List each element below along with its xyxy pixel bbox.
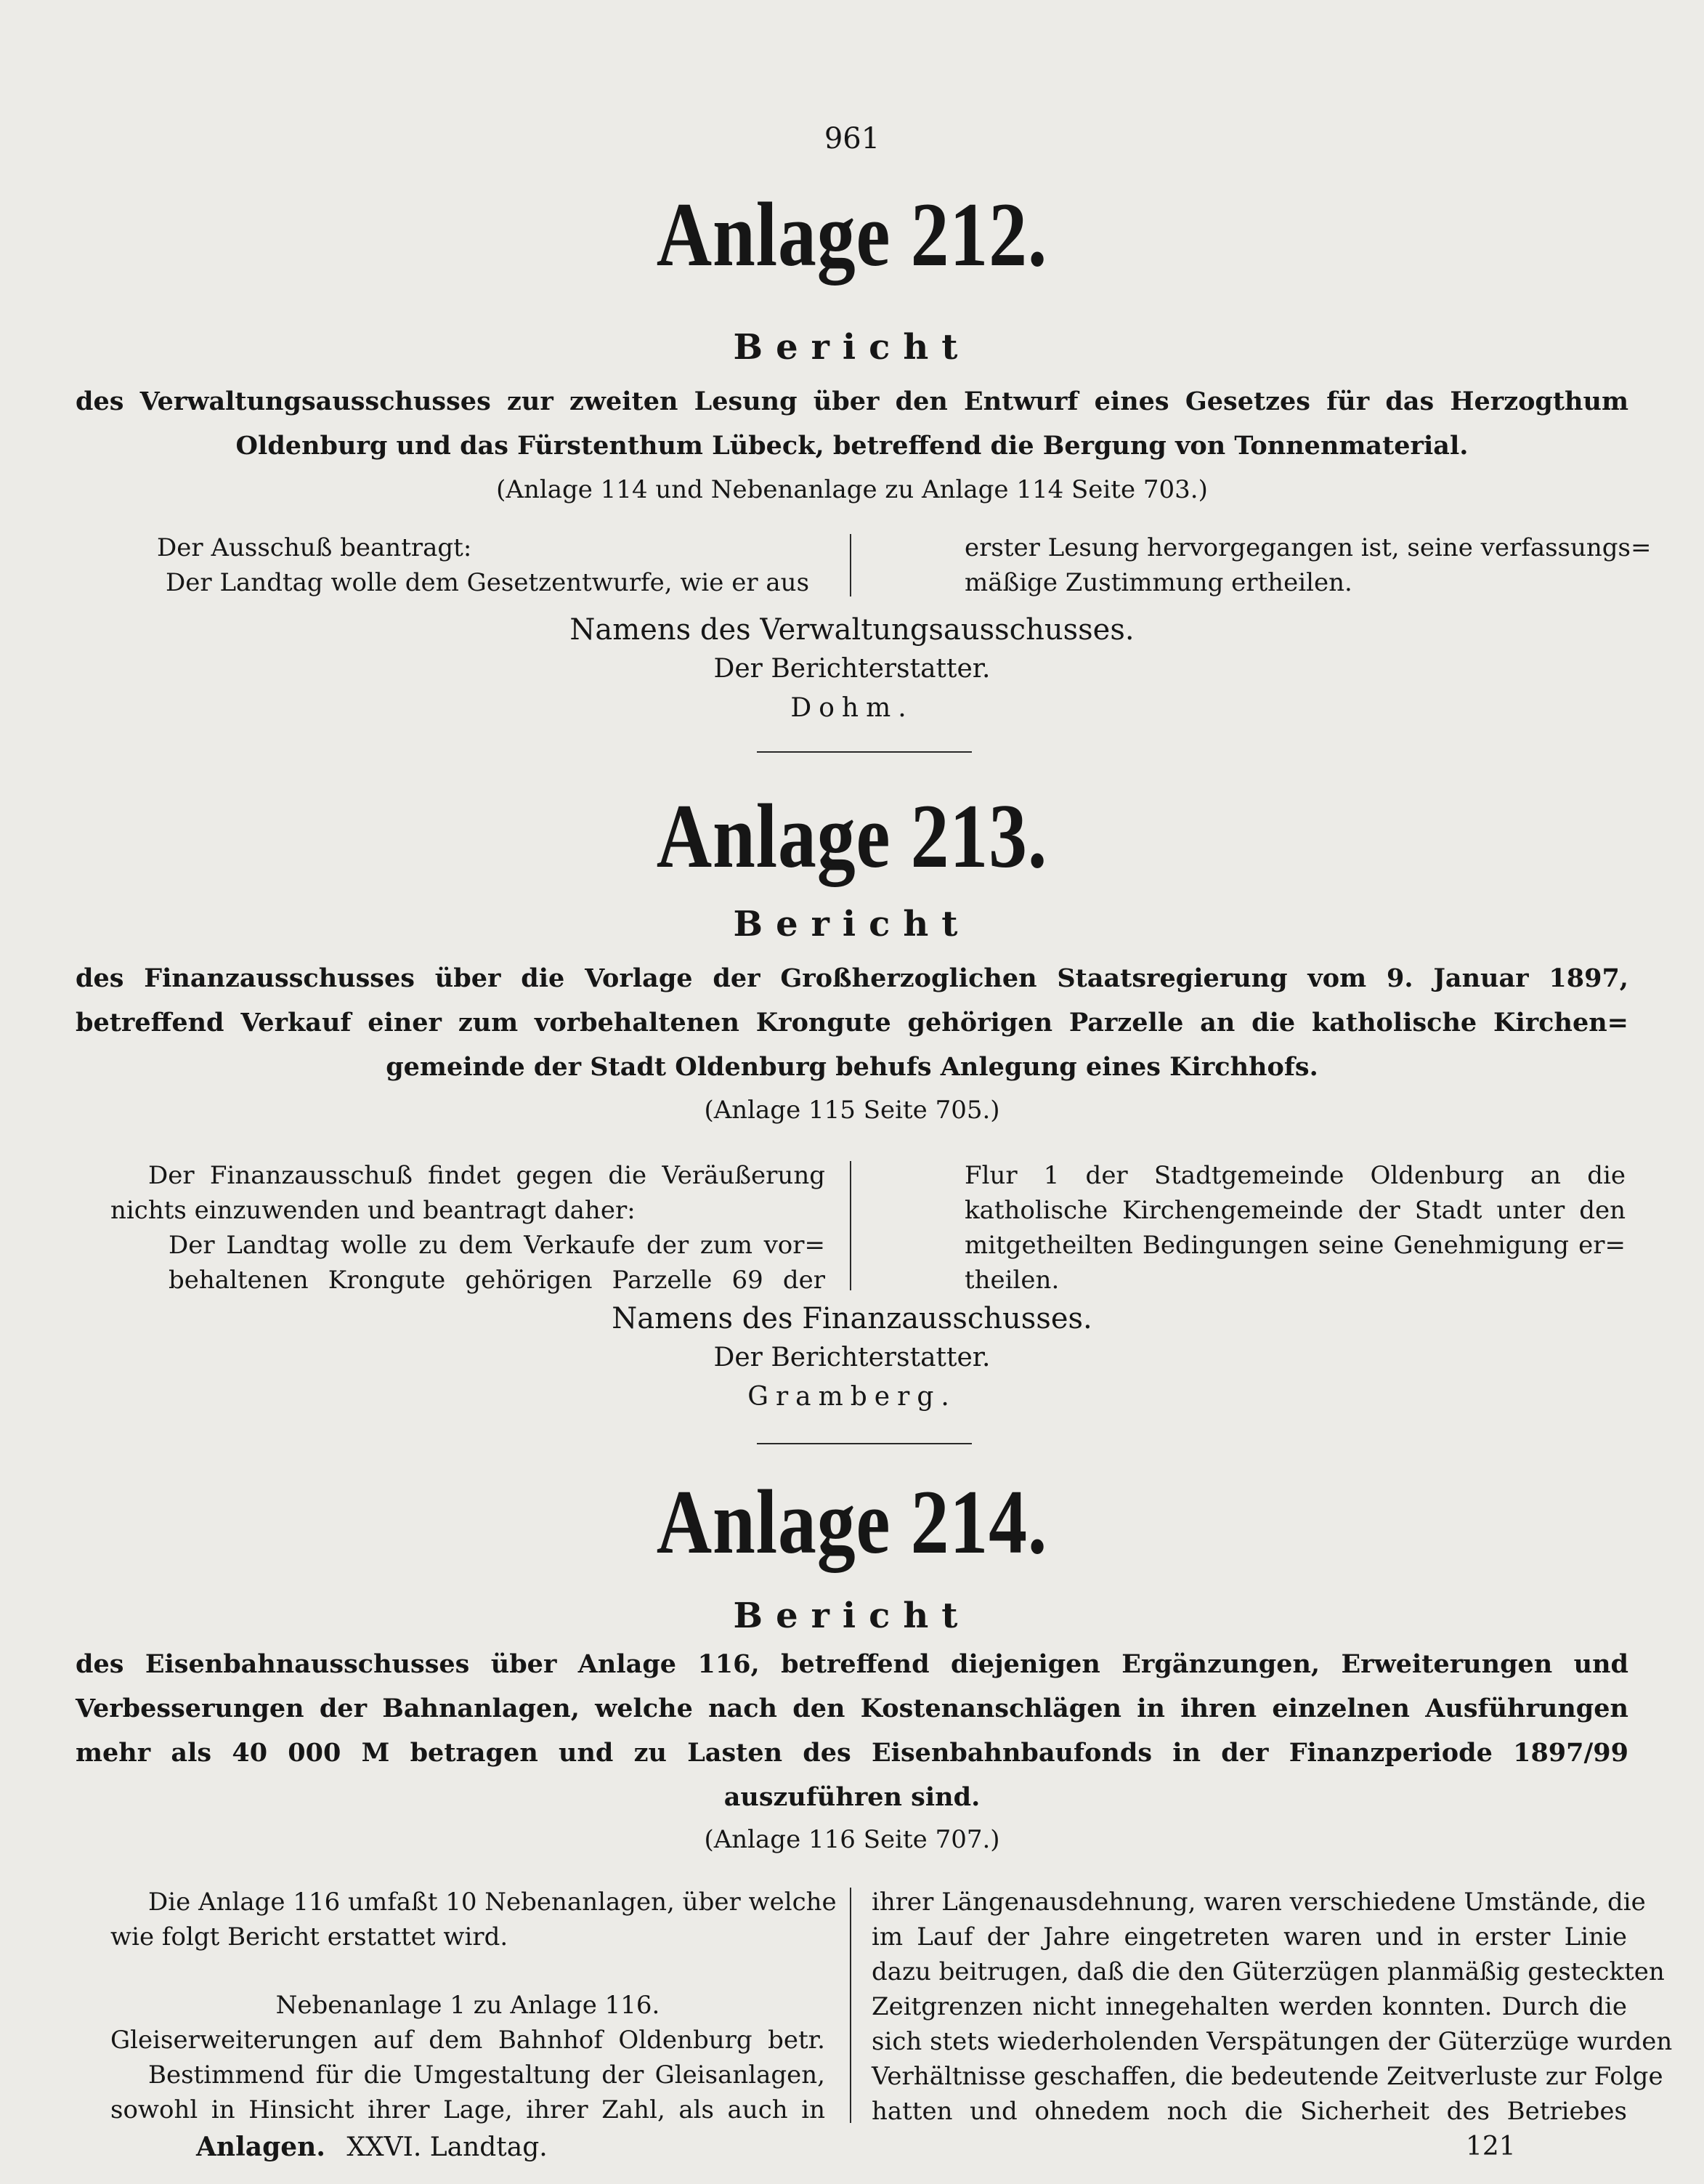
paragraph-line: im Lauf der Jahre eingetreten waren und in erster Linie — [872, 1922, 1627, 1952]
paragraph-line: Der Ausschuß beantragt: — [157, 533, 472, 562]
bericht-label-213: Bericht — [733, 904, 971, 945]
right-column-212 — [965, 530, 1652, 600]
reference-213: (Anlage 115 Seite 705.) — [704, 1096, 1000, 1125]
column-divider — [850, 1888, 851, 2123]
committee-name: Namens des Verwaltungsausschusses. — [569, 613, 1135, 647]
footer-sheet-number: 121 — [1466, 2132, 1516, 2161]
paragraph-line: hatten und ohnedem noch die Sicherheit des Betriebes — [872, 2097, 1627, 2126]
paragraph-line: sich stets wiederholenden Verspätungen der Güterzüge wurden — [872, 2027, 1673, 2056]
heading-anlage-212: Anlage 212. — [656, 185, 1048, 286]
signature-block-213 — [0, 1299, 1704, 1417]
paragraph-line: erster Lesung hervorgegangen ist, seine verfassungs= — [965, 533, 1652, 562]
paragraph-line: wie folgt Bericht erstattet wird. — [110, 1922, 508, 1952]
paragraph-line: mäßige Zustimmung ertheilen. — [965, 568, 1352, 597]
paragraph-line: Der Finanzausschuß findet gegen die Veräußerung — [148, 1161, 825, 1190]
bericht-label-214: Bericht — [733, 1595, 971, 1636]
section-separator — [757, 1443, 972, 1444]
reporter-name: Gramberg. — [747, 1382, 957, 1412]
reporter-label: Der Berichterstatter. — [713, 654, 991, 684]
paragraph-line: Der Landtag wolle zu dem Verkaufe der zum vor= — [169, 1231, 825, 1260]
committee-name: Namens des Finanzausschusses. — [612, 1302, 1092, 1335]
paragraph-line: katholische Kirchengemeinde der Stadt unter den — [965, 1196, 1626, 1225]
title-line: betreffend Verkauf einer zum vorbehaltenen Krongute gehörigen Parzelle an die katholische Kirchen= — [76, 1008, 1628, 1038]
paragraph-line: behaltenen Krongute gehörigen Parzelle 69 der — [169, 1266, 825, 1295]
reporter-label: Der Berichterstatter. — [713, 1343, 991, 1372]
reporter-name: Dohm. — [790, 693, 914, 723]
title-line: des Eisenbahnausschusses über Anlage 116, betreffend diejenigen Ergänzungen, Erweiterungen und — [76, 1649, 1628, 1679]
left-column-212 — [157, 530, 824, 600]
paragraph-line: Zeitgrenzen nicht innegehalten werden konnten. Durch die — [872, 1992, 1627, 2021]
paragraph-line: dazu beitrugen, daß die den Güterzügen planmäßig gesteckten — [872, 1957, 1665, 1986]
column-divider — [850, 534, 851, 596]
title-line: des Verwaltungsausschusses zur zweiten Lesung über den Entwurf eines Gesetzes für das Herzogthum — [76, 387, 1628, 416]
paragraph-line: Flur 1 der Stadtgemeinde Oldenburg an die — [965, 1161, 1626, 1190]
paragraph-line: mitgetheilten Bedingungen seine Genehmigung er= — [965, 1231, 1626, 1260]
footer-landtag: XXVI. Landtag. — [346, 2132, 548, 2162]
paragraph-line: Die Anlage 116 umfaßt 10 Nebenanlagen, über welche — [148, 1888, 837, 1917]
heading-anlage-213: Anlage 213. — [656, 786, 1048, 887]
footer-anlagen: Anlagen. — [196, 2132, 325, 2162]
right-column-213 — [965, 1158, 1626, 1298]
paragraph-line: nichts einzuwenden und beantragt daher: — [110, 1196, 636, 1225]
left-column-213 — [110, 1158, 825, 1298]
paragraph-line: ihrer Längenausdehnung, waren verschiedene Umstände, die — [872, 1888, 1646, 1917]
title-line: Verbesserungen der Bahnanlagen, welche nach den Kostenanschlägen in ihren einzelnen Ausführungen — [76, 1694, 1628, 1723]
report-title-212 — [76, 379, 1628, 468]
paragraph-line: Der Landtag wolle dem Gesetzentwurfe, wie er aus — [166, 568, 810, 597]
report-title-214 — [76, 1642, 1628, 1819]
reference-214: (Anlage 116 Seite 707.) — [704, 1825, 1000, 1854]
paragraph-line: Verhältnisse geschaffen, die bedeutende Zeitverluste zur Folge — [872, 2062, 1663, 2091]
title-line: gemeinde der Stadt Oldenburg behufs Anlegung eines Kirchhofs. — [386, 1052, 1318, 1082]
footer-signature — [196, 2132, 548, 2162]
title-line: des Finanzausschusses über die Vorlage der Großherzoglichen Staatsregierung vom 9. Januar 1897, — [76, 963, 1628, 993]
heading-anlage-214: Anlage 214. — [656, 1472, 1048, 1573]
title-line: Oldenburg und das Fürstenthum Lübeck, betreffend die Bergung von Tonnenmaterial. — [235, 431, 1469, 461]
left-column-214 — [110, 1885, 837, 2127]
right-column-214 — [872, 1885, 1673, 2129]
column-divider — [850, 1161, 851, 1290]
title-line: mehr als 40 000 M betragen und zu Lasten des Eisenbahnbaufonds in der Finanzperiode 1897/99 — [76, 1738, 1628, 1768]
signature-block-212 — [0, 610, 1704, 728]
title-line: auszuführen sind. — [723, 1782, 981, 1812]
paragraph-line: theilen. — [965, 1266, 1060, 1295]
paragraph-line: Gleiserweiterungen auf dem Bahnhof Oldenburg betr. — [110, 2026, 825, 2055]
bericht-label-212: Bericht — [733, 327, 971, 368]
report-title-213 — [76, 956, 1628, 1089]
page-number: 961 — [824, 122, 880, 155]
subheading-nebenanlage: Nebenanlage 1 zu Anlage 116. — [275, 1991, 660, 2020]
paragraph-line: sowohl in Hinsicht ihrer Lage, ihrer Zahl, als auch in — [110, 2095, 825, 2124]
section-separator — [757, 751, 972, 753]
paragraph-line: Bestimmend für die Umgestaltung der Gleisanlagen, — [148, 2060, 825, 2090]
reference-212: (Anlage 114 und Nebenanlage zu Anlage 114 Seite 703.) — [496, 475, 1208, 504]
